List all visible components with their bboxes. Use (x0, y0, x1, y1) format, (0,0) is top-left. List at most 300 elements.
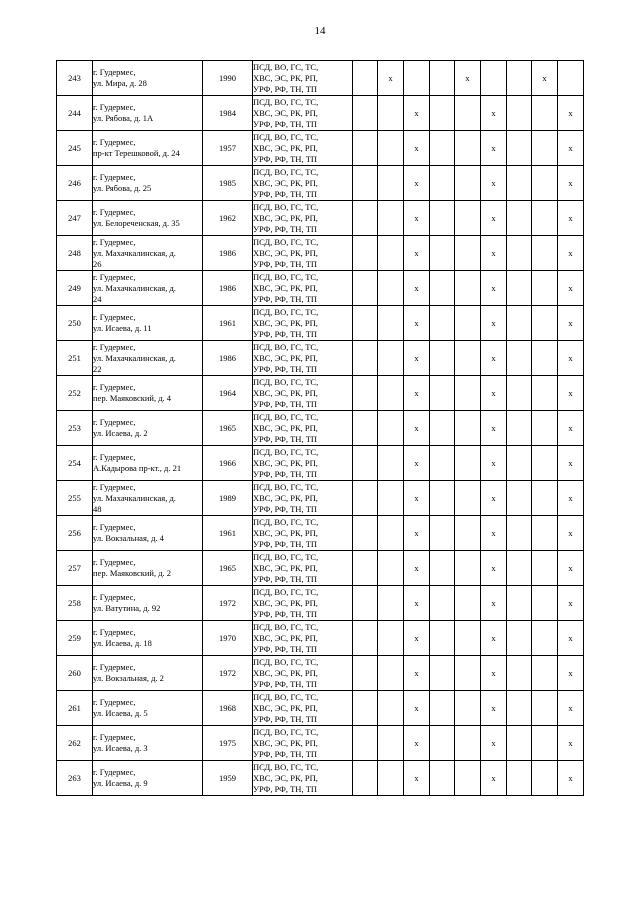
address-line: пер. Маяковский, д. 4 (93, 393, 172, 403)
systems-line: УРФ, РФ, ТН, ТП (253, 398, 318, 409)
mark-cell (353, 341, 378, 376)
systems-line: УРФ, РФ, ТН, ТП (253, 328, 318, 339)
table-row (57, 306, 584, 341)
mark-cell (455, 96, 481, 131)
systems-line: ХВС, ЭС, РК, РП, (253, 352, 318, 363)
mark-cell (455, 761, 481, 796)
mark-cell: x (481, 446, 507, 481)
mark-cell: x (558, 656, 584, 691)
systems-line: ПСД, ВО, ГС, ТС, (253, 306, 319, 317)
systems-line: ПСД, ВО, ГС, ТС, (253, 726, 319, 737)
mark-cell (353, 201, 378, 236)
mark-cell (430, 516, 455, 551)
mark-cell (378, 166, 404, 201)
year-cell: 1957 (203, 131, 253, 166)
mark-cell (455, 201, 481, 236)
address-line: ул. Махачкалинская, д. (93, 352, 176, 363)
year-cell: 1961 (203, 516, 253, 551)
mark-cell (378, 411, 404, 446)
address-line: г. Гудермес, (93, 592, 136, 602)
systems-line: ХВС, ЭС, РК, РП, (253, 597, 318, 608)
mark-cell: x (481, 551, 507, 586)
systems-line: ПСД, ВО, ГС, ТС, (253, 166, 319, 177)
mark-cell: x (404, 586, 430, 621)
row-number: 249 (57, 271, 93, 306)
table-row (57, 376, 584, 411)
systems-line: УРФ, РФ, ТН, ТП (253, 748, 318, 759)
mark-cell: x (558, 376, 584, 411)
systems-cell (253, 516, 353, 551)
mark-cell (455, 446, 481, 481)
year-cell: 1975 (203, 726, 253, 761)
address-line: г. Гудермес, (93, 341, 136, 352)
table-row (57, 236, 584, 271)
systems-line: УРФ, РФ, ТН, ТП (253, 118, 318, 129)
mark-cell (353, 481, 378, 516)
row-number: 258 (57, 586, 93, 621)
address-line: г. Гудермес, (93, 417, 136, 427)
mark-cell (353, 726, 378, 761)
table-row (57, 586, 584, 621)
row-number: 251 (57, 341, 93, 376)
address-line: г. Гудермес, (93, 137, 136, 147)
mark-cell: x (404, 691, 430, 726)
mark-cell (532, 656, 558, 691)
address-cell (93, 551, 203, 586)
table-row (57, 761, 584, 796)
mark-cell (353, 621, 378, 656)
systems-line: УРФ, РФ, ТН, ТП (253, 573, 318, 584)
mark-cell (455, 131, 481, 166)
address-cell (93, 61, 203, 96)
mark-cell: x (404, 341, 430, 376)
mark-cell: x (481, 411, 507, 446)
mark-cell: x (404, 656, 430, 691)
mark-cell (430, 656, 455, 691)
year-cell: 1972 (203, 586, 253, 621)
mark-cell (378, 271, 404, 306)
systems-line: ПСД, ВО, ГС, ТС, (253, 446, 319, 457)
systems-line: ХВС, ЭС, РК, РП, (253, 212, 318, 223)
mark-cell (507, 481, 532, 516)
mark-cell (532, 586, 558, 621)
systems-line: ХВС, ЭС, РК, РП, (253, 527, 318, 538)
mark-cell: x (558, 96, 584, 131)
mark-cell: x (404, 446, 430, 481)
mark-cell (532, 306, 558, 341)
systems-line: ПСД, ВО, ГС, ТС, (253, 341, 319, 352)
mark-cell (507, 201, 532, 236)
mark-cell: x (558, 516, 584, 551)
mark-cell (430, 271, 455, 306)
address-cell (93, 691, 203, 726)
systems-cell (253, 621, 353, 656)
mark-cell (378, 236, 404, 271)
address-line: ул. Мира, д. 28 (93, 78, 147, 88)
table-row (57, 621, 584, 656)
mark-cell (378, 761, 404, 796)
mark-cell (378, 551, 404, 586)
mark-cell (507, 516, 532, 551)
mark-cell: x (404, 551, 430, 586)
year-cell: 1986 (203, 236, 253, 271)
address-cell (93, 306, 203, 341)
row-number: 250 (57, 306, 93, 341)
systems-cell (253, 411, 353, 446)
address-line: 24 (93, 293, 102, 304)
address-line: ул. Махачкалинская, д. (93, 492, 176, 503)
mark-cell (353, 131, 378, 166)
address-cell (93, 586, 203, 621)
systems-line: ХВС, ЭС, РК, РП, (253, 632, 318, 643)
table-row (57, 551, 584, 586)
year-cell: 1966 (203, 446, 253, 481)
row-number: 263 (57, 761, 93, 796)
mark-cell (353, 656, 378, 691)
mark-cell: x (404, 306, 430, 341)
table-row (57, 271, 584, 306)
address-cell (93, 516, 203, 551)
systems-line: УРФ, РФ, ТН, ТП (253, 363, 318, 374)
mark-cell: x (558, 166, 584, 201)
systems-line: ПСД, ВО, ГС, ТС, (253, 656, 319, 667)
systems-line: УРФ, РФ, ТН, ТП (253, 188, 318, 199)
systems-line: ПСД, ВО, ГС, ТС, (253, 691, 319, 702)
mark-cell (430, 481, 455, 516)
address-line: ул. Исаева, д. 3 (93, 743, 148, 753)
systems-cell (253, 586, 353, 621)
mark-cell (532, 96, 558, 131)
mark-cell (353, 271, 378, 306)
mark-cell: x (558, 586, 584, 621)
address-cell (93, 166, 203, 201)
systems-cell (253, 236, 353, 271)
mark-cell (353, 551, 378, 586)
row-number: 256 (57, 516, 93, 551)
mark-cell (404, 61, 430, 96)
mark-cell (378, 516, 404, 551)
address-line: 22 (93, 363, 102, 374)
systems-line: ХВС, ЭС, РК, РП, (253, 317, 318, 328)
systems-line: ХВС, ЭС, РК, РП, (253, 457, 318, 468)
mark-cell (378, 96, 404, 131)
table-row (57, 446, 584, 481)
systems-line: ПСД, ВО, ГС, ТС, (253, 621, 319, 632)
mark-cell (507, 726, 532, 761)
systems-line: УРФ, РФ, ТН, ТП (253, 223, 318, 234)
mark-cell (532, 481, 558, 516)
systems-line: ПСД, ВО, ГС, ТС, (253, 236, 319, 247)
mark-cell (507, 761, 532, 796)
mark-cell: x (481, 726, 507, 761)
mark-cell (378, 306, 404, 341)
systems-line: ХВС, ЭС, РК, РП, (253, 107, 318, 118)
systems-line: ПСД, ВО, ГС, ТС, (253, 376, 319, 387)
mark-cell: x (558, 271, 584, 306)
systems-line: ПСД, ВО, ГС, ТС, (253, 411, 319, 422)
mark-cell (430, 761, 455, 796)
systems-line: УРФ, РФ, ТН, ТП (253, 433, 318, 444)
mark-cell (455, 621, 481, 656)
mark-cell: x (558, 446, 584, 481)
mark-cell (378, 691, 404, 726)
buildings-table (56, 60, 584, 796)
mark-cell (378, 481, 404, 516)
mark-cell: x (481, 691, 507, 726)
systems-line: ХВС, ЭС, РК, РП, (253, 737, 318, 748)
mark-cell: x (404, 166, 430, 201)
systems-line: УРФ, РФ, ТН, ТП (253, 538, 318, 549)
table-row (57, 201, 584, 236)
systems-line: УРФ, РФ, ТН, ТП (253, 608, 318, 619)
mark-cell: x (481, 131, 507, 166)
row-number: 252 (57, 376, 93, 411)
systems-line: УРФ, РФ, ТН, ТП (253, 468, 318, 479)
address-line: ул. Исаева, д. 18 (93, 638, 152, 648)
address-cell (93, 376, 203, 411)
mark-cell (378, 446, 404, 481)
mark-cell (455, 481, 481, 516)
address-line: пр-кт Терешковой, д. 24 (93, 148, 180, 158)
mark-cell (507, 306, 532, 341)
mark-cell (455, 691, 481, 726)
table-row (57, 96, 584, 131)
address-line: г. Гудермес, (93, 382, 136, 392)
address-line: ул. Исаева, д. 9 (93, 778, 148, 788)
mark-cell: x (404, 726, 430, 761)
address-line: пер. Маяковский, д. 2 (93, 568, 172, 578)
table-body (57, 61, 584, 796)
address-line: ул. Махачкалинская, д. (93, 282, 176, 293)
mark-cell: x (558, 691, 584, 726)
systems-line: УРФ, РФ, ТН, ТП (253, 643, 318, 654)
address-line: г. Гудермес, (93, 67, 136, 77)
mark-cell: x (558, 726, 584, 761)
mark-cell: x (404, 516, 430, 551)
mark-cell: x (558, 411, 584, 446)
systems-cell (253, 551, 353, 586)
mark-cell: x (481, 236, 507, 271)
systems-line: УРФ, РФ, ТН, ТП (253, 153, 318, 164)
mark-cell: x (532, 61, 558, 96)
mark-cell (455, 271, 481, 306)
mark-cell (532, 131, 558, 166)
address-line: г. Гудермес, (93, 207, 136, 217)
address-line: г. Гудермес, (93, 172, 136, 182)
mark-cell (558, 61, 584, 96)
systems-line: УРФ, РФ, ТН, ТП (253, 83, 318, 94)
mark-cell (532, 621, 558, 656)
systems-line: УРФ, РФ, ТН, ТП (253, 258, 318, 269)
mark-cell: x (404, 411, 430, 446)
mark-cell (507, 61, 532, 96)
mark-cell (455, 411, 481, 446)
systems-line: ХВС, ЭС, РК, РП, (253, 72, 318, 83)
systems-line: ПСД, ВО, ГС, ТС, (253, 201, 319, 212)
systems-line: ПСД, ВО, ГС, ТС, (253, 516, 319, 527)
address-line: 48 (93, 503, 102, 514)
mark-cell (378, 656, 404, 691)
mark-cell: x (404, 621, 430, 656)
table-row (57, 131, 584, 166)
systems-line: УРФ, РФ, ТН, ТП (253, 293, 318, 304)
systems-line: ХВС, ЭС, РК, РП, (253, 772, 318, 783)
mark-cell (507, 131, 532, 166)
address-line: г. Гудермес, (93, 522, 136, 532)
mark-cell: x (558, 761, 584, 796)
mark-cell (378, 201, 404, 236)
address-cell (93, 481, 203, 516)
mark-cell (430, 411, 455, 446)
address-line: ул. Рябова, д. 1А (93, 113, 154, 123)
mark-cell (507, 446, 532, 481)
mark-cell: x (481, 271, 507, 306)
table-row (57, 481, 584, 516)
systems-cell (253, 341, 353, 376)
mark-cell (430, 236, 455, 271)
address-line: г. Гудермес, (93, 767, 136, 777)
mark-cell (430, 96, 455, 131)
mark-cell: x (404, 96, 430, 131)
systems-line: ХВС, ЭС, РК, РП, (253, 422, 318, 433)
mark-cell: x (481, 201, 507, 236)
page-number: 14 (314, 25, 326, 37)
systems-line: ХВС, ЭС, РК, РП, (253, 142, 318, 153)
table-row (57, 61, 584, 96)
mark-cell (532, 516, 558, 551)
mark-cell (430, 691, 455, 726)
year-cell: 1986 (203, 341, 253, 376)
address-line: г. Гудермес, (93, 732, 136, 742)
address-line: г. Гудермес, (93, 312, 136, 322)
address-line: ул. Исаева, д. 2 (93, 428, 148, 438)
mark-cell (353, 586, 378, 621)
mark-cell (507, 586, 532, 621)
row-number: 244 (57, 96, 93, 131)
row-number: 248 (57, 236, 93, 271)
address-line: ул. Махачкалинская, д. (93, 247, 176, 258)
table-row (57, 516, 584, 551)
row-number: 246 (57, 166, 93, 201)
mark-cell: x (558, 341, 584, 376)
row-number: 259 (57, 621, 93, 656)
mark-cell (532, 166, 558, 201)
address-line: г. Гудермес, (93, 102, 136, 112)
address-cell (93, 201, 203, 236)
mark-cell (507, 166, 532, 201)
systems-cell (253, 691, 353, 726)
row-number: 245 (57, 131, 93, 166)
mark-cell (507, 691, 532, 726)
systems-line: УРФ, РФ, ТН, ТП (253, 783, 318, 794)
row-number: 243 (57, 61, 93, 96)
mark-cell: x (558, 621, 584, 656)
mark-cell (378, 726, 404, 761)
mark-cell: x (558, 131, 584, 166)
year-cell: 1961 (203, 306, 253, 341)
systems-line: ХВС, ЭС, РК, РП, (253, 492, 318, 503)
address-line: ул. Белореченская, д. 35 (93, 218, 180, 228)
mark-cell (507, 271, 532, 306)
mark-cell (481, 61, 507, 96)
year-cell: 1959 (203, 761, 253, 796)
mark-cell: x (558, 236, 584, 271)
mark-cell (455, 376, 481, 411)
mark-cell (430, 621, 455, 656)
mark-cell (430, 341, 455, 376)
systems-cell (253, 376, 353, 411)
mark-cell (532, 376, 558, 411)
mark-cell (353, 761, 378, 796)
mark-cell (532, 411, 558, 446)
mark-cell (455, 516, 481, 551)
year-cell: 1984 (203, 96, 253, 131)
row-number: 260 (57, 656, 93, 691)
mark-cell (455, 656, 481, 691)
mark-cell (507, 236, 532, 271)
year-cell: 1990 (203, 61, 253, 96)
mark-cell (353, 411, 378, 446)
mark-cell: x (558, 306, 584, 341)
mark-cell (507, 341, 532, 376)
mark-cell (353, 516, 378, 551)
address-line: г. Гудермес, (93, 662, 136, 672)
mark-cell (430, 306, 455, 341)
year-cell: 1965 (203, 551, 253, 586)
mark-cell (455, 166, 481, 201)
address-line: г. Гудермес, (93, 271, 136, 282)
address-line: ул. Исаева, д. 5 (93, 708, 148, 718)
mark-cell (430, 726, 455, 761)
mark-cell: x (455, 61, 481, 96)
mark-cell (353, 376, 378, 411)
address-cell (93, 236, 203, 271)
mark-cell: x (404, 376, 430, 411)
mark-cell (353, 166, 378, 201)
year-cell: 1965 (203, 411, 253, 446)
address-line: 26 (93, 258, 102, 269)
year-cell: 1964 (203, 376, 253, 411)
mark-cell: x (404, 271, 430, 306)
row-number: 247 (57, 201, 93, 236)
mark-cell (430, 131, 455, 166)
address-cell (93, 411, 203, 446)
mark-cell: x (481, 481, 507, 516)
mark-cell: x (481, 761, 507, 796)
address-line: ул. Ватутина, д. 92 (93, 603, 161, 613)
systems-line: ПСД, ВО, ГС, ТС, (253, 271, 319, 282)
year-cell: 1985 (203, 166, 253, 201)
mark-cell: x (558, 551, 584, 586)
table-row (57, 411, 584, 446)
mark-cell (455, 551, 481, 586)
mark-cell (532, 271, 558, 306)
row-number: 254 (57, 446, 93, 481)
address-cell (93, 656, 203, 691)
row-number: 261 (57, 691, 93, 726)
systems-line: ХВС, ЭС, РК, РП, (253, 562, 318, 573)
mark-cell: x (404, 131, 430, 166)
mark-cell (353, 306, 378, 341)
address-line: г. Гудермес, (93, 452, 136, 462)
mark-cell: x (378, 61, 404, 96)
mark-cell (353, 446, 378, 481)
mark-cell (532, 551, 558, 586)
mark-cell: x (404, 236, 430, 271)
systems-cell (253, 726, 353, 761)
address-line: ул. Вокзальная, д. 4 (93, 533, 164, 543)
systems-cell (253, 201, 353, 236)
